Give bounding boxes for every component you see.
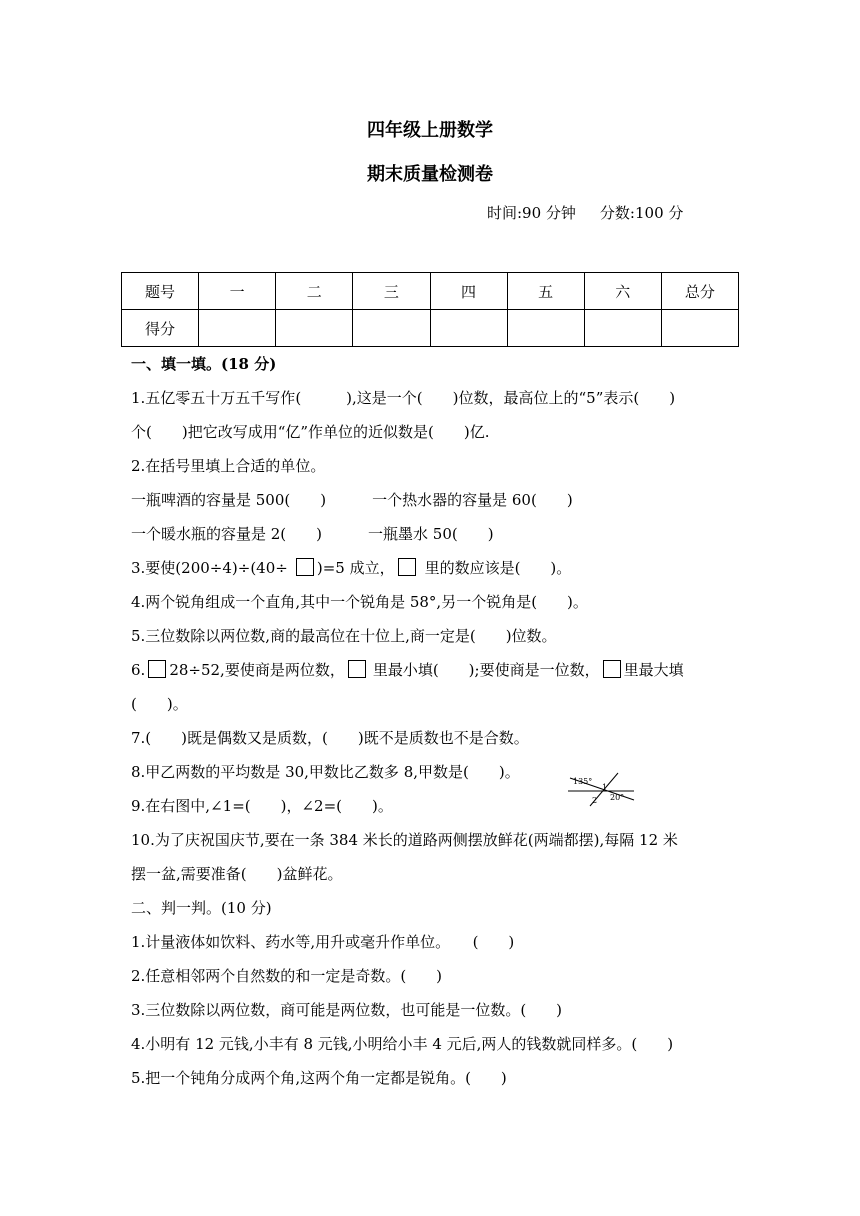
- question-3-text: )=5 成立，: [316, 559, 395, 577]
- question-8: 8.甲乙两数的平均数是 30,甲数比乙数多 8,甲数是( )。: [131, 763, 520, 781]
- question-9: 9.在右图中,∠1=( )，∠2=( )。: [131, 797, 393, 815]
- table-cell: 一: [199, 273, 276, 310]
- blank-box[interactable]: [398, 558, 416, 576]
- question-7: 7.( )既是偶数又是质数，( )既不是质数也不是合数。: [131, 729, 529, 747]
- question-1a: 1.五亿零五十万五千写作( ),这是一个( )位数，最高位上的“5”表示( ): [131, 389, 676, 407]
- time-limit: 时间:90 分钟: [487, 204, 576, 222]
- question-6-text: 里最小填( );要使商是一位数，: [372, 661, 600, 679]
- question-6-text: 28÷52,要使商是两位数，: [169, 661, 345, 679]
- table-cell: 总分: [661, 273, 738, 310]
- question-3-text: 3.要使(200÷4)÷(40÷: [131, 559, 288, 577]
- question-5: 5.三位数除以两位数,商的最高位在十位上,商一定是( )位数。: [131, 627, 557, 645]
- section1-heading: 一、填一填。(18 分): [131, 355, 277, 373]
- question-6b: ( )。: [131, 695, 188, 713]
- table-cell: 得分: [122, 310, 199, 347]
- score-cell[interactable]: [430, 310, 507, 347]
- page-title: 四年级上册数学: [367, 120, 493, 141]
- blank-box[interactable]: [148, 660, 166, 678]
- question-6a: [131, 659, 684, 680]
- question-6-text: 里最大填: [623, 661, 684, 679]
- question-2b: 一个热水器的容量是 60( ): [372, 491, 573, 509]
- table-row: [122, 310, 739, 347]
- angle-label-1: 1: [602, 783, 608, 792]
- judge-5: 5.把一个钝角分成两个角,这两个角一定都是锐角。( ): [131, 1069, 507, 1087]
- blank-box[interactable]: [348, 660, 366, 678]
- table-cell: 题号: [122, 273, 199, 310]
- angle-label-20: 20°: [610, 793, 625, 802]
- question-1b: 个( )把它改写成用“亿”作单位的近似数是( )亿.: [131, 423, 490, 441]
- question-3-text: 里的数应该是( )。: [424, 559, 572, 577]
- score-cell[interactable]: [507, 310, 584, 347]
- table-cell: 五: [507, 273, 584, 310]
- score-cell[interactable]: [353, 310, 430, 347]
- table-cell: 四: [430, 273, 507, 310]
- score-cell[interactable]: [661, 310, 738, 347]
- question-10a: 10.为了庆祝国庆节,要在一条 384 米长的道路两侧摆放鲜花(两端都摆),每隔 12 米: [131, 831, 678, 849]
- question-2c: 一个暖水瓶的容量是 2( ): [131, 525, 323, 543]
- judge-4: 4.小明有 12 元钱,小丰有 8 元钱,小明给小丰 4 元后,两人的钱数就同样多。( ): [131, 1035, 674, 1053]
- table-cell: 六: [584, 273, 661, 310]
- angle-label-2: 2: [592, 796, 598, 805]
- angle-diagram: [564, 770, 638, 808]
- question-2-row2: [131, 523, 494, 544]
- angle-label-135: 135°: [573, 777, 593, 786]
- question-2-row1: [131, 489, 573, 510]
- question-2d: 一瓶墨水 50( ): [368, 525, 494, 543]
- blank-box[interactable]: [603, 660, 621, 678]
- score-table: [121, 272, 739, 347]
- question-10b: 摆一盆,需要准备( )盆鲜花。: [131, 865, 343, 883]
- question-6-text: 6.: [131, 661, 146, 679]
- score-cell[interactable]: [199, 310, 276, 347]
- table-row: [122, 273, 739, 310]
- total-score: 分数:100 分: [599, 204, 684, 222]
- question-2a: 一瓶啤酒的容量是 500( ): [131, 491, 327, 509]
- table-cell: 三: [353, 273, 430, 310]
- blank-box[interactable]: [296, 558, 314, 576]
- judge-3: 3.三位数除以两位数，商可能是两位数，也可能是一位数。( ): [131, 1001, 563, 1019]
- judge-2: 2.任意相邻两个自然数的和一定是奇数。( ): [131, 967, 443, 985]
- question-3: [131, 557, 571, 578]
- judge-1: 1.计量液体如饮料、药水等,用升或毫升作单位。 ( ): [131, 933, 515, 951]
- score-cell[interactable]: [584, 310, 661, 347]
- exam-meta: [487, 202, 683, 223]
- section2-heading: 二、判一判。(10 分): [131, 899, 272, 917]
- table-cell: 二: [276, 273, 353, 310]
- page-subtitle: 期末质量检测卷: [367, 164, 493, 185]
- question-2: 2.在括号里填上合适的单位。: [131, 457, 326, 475]
- score-cell[interactable]: [276, 310, 353, 347]
- question-4: 4.两个锐角组成一个直角,其中一个锐角是 58°,另一个锐角是( )。: [131, 593, 588, 611]
